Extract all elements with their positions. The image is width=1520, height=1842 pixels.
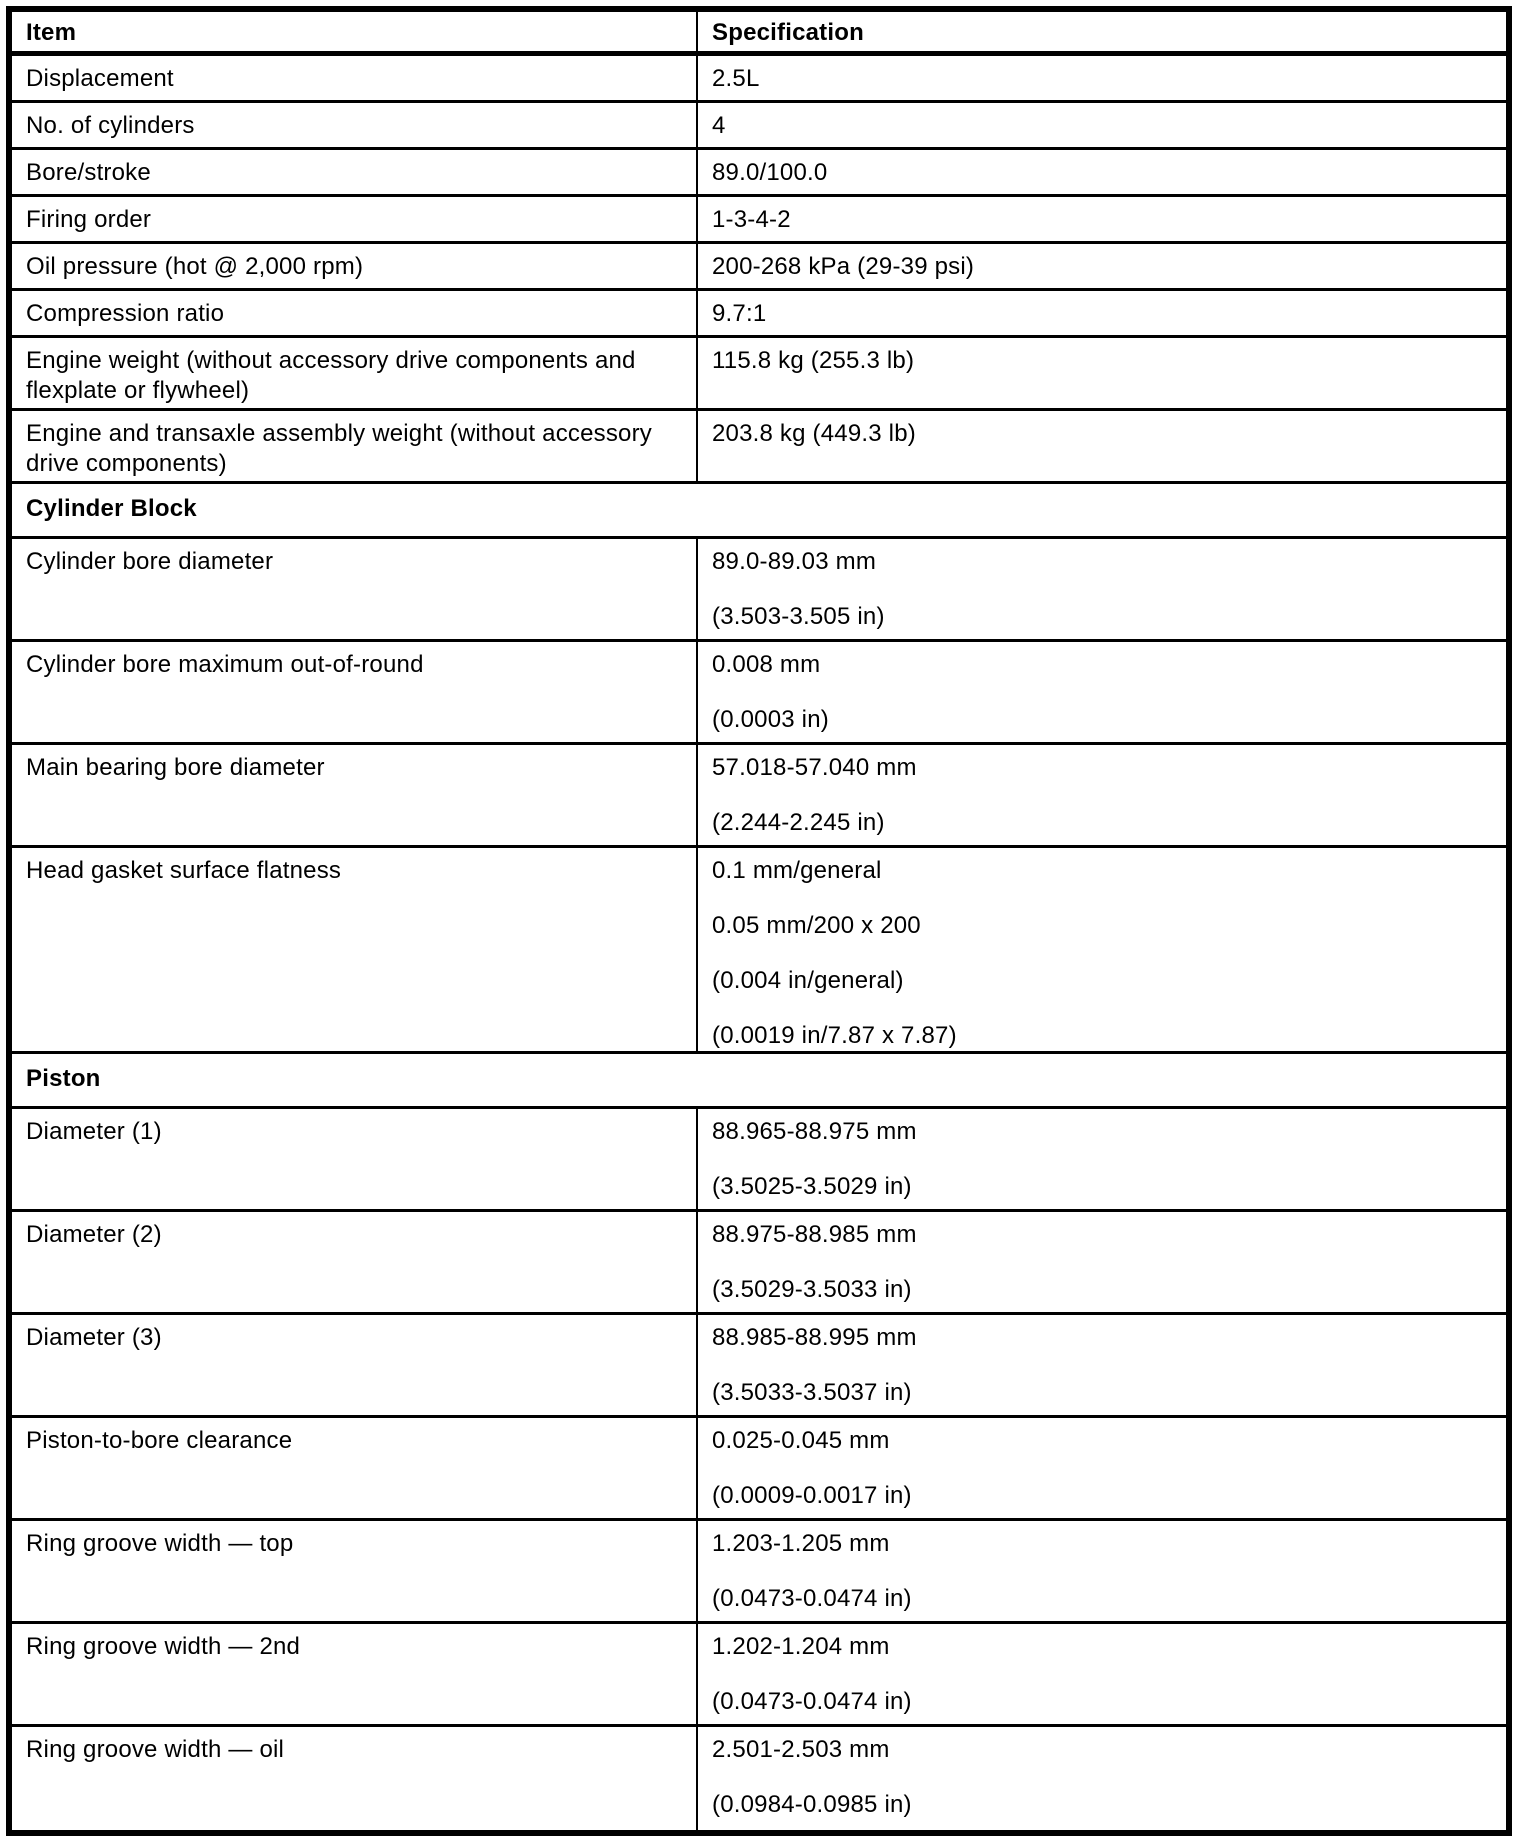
spec-text: 1-3-4-2	[712, 206, 791, 233]
item-text: No. of cylinders	[26, 112, 195, 139]
specification-column-header	[698, 12, 1506, 51]
table-row	[12, 1109, 1506, 1212]
spec-cell	[698, 642, 1506, 742]
spec-text: 1.203-1.205 mm	[712, 1530, 890, 1557]
item-cell	[12, 848, 698, 1051]
spec-text: (0.0003 in)	[712, 706, 829, 733]
item-text: Head gasket surface flatness	[26, 857, 342, 884]
table-row	[12, 1624, 1506, 1727]
spec-cell	[698, 1624, 1506, 1724]
spec-cell	[698, 197, 1506, 241]
spec-text: (3.5025-3.5029 in)	[712, 1173, 912, 1200]
item-cell	[12, 745, 698, 845]
table-row	[12, 150, 1506, 197]
item-column-header	[12, 12, 698, 51]
spec-cell	[698, 539, 1506, 639]
spec-text: 89.0-89.03 mm	[712, 548, 877, 575]
spec-cell	[698, 1727, 1506, 1830]
spec-text: 88.965-88.975 mm	[712, 1118, 917, 1145]
section-header-row	[12, 1054, 1506, 1109]
table-row	[12, 244, 1506, 291]
spec-text: (0.0009-0.0017 in)	[712, 1482, 912, 1509]
item-text: Ring groove width — oil	[26, 1736, 285, 1763]
spec-text: (3.5033-3.5037 in)	[712, 1379, 912, 1406]
item-text: Ring groove width — top	[26, 1530, 294, 1557]
spec-text: 2.501-2.503 mm	[712, 1736, 890, 1763]
item-cell	[12, 197, 698, 241]
spec-cell	[698, 150, 1506, 194]
spec-cell	[698, 1212, 1506, 1312]
spec-cell	[698, 244, 1506, 288]
specification-header-label: Specification	[712, 19, 864, 46]
item-cell	[12, 1212, 698, 1312]
spec-text: (0.0019 in/7.87 x 7.87)	[712, 1022, 957, 1049]
item-text: Engine weight (without accessory drive components and	[26, 347, 636, 374]
item-cell	[12, 539, 698, 639]
item-text: Main bearing bore diameter	[26, 754, 325, 781]
item-text: Firing order	[26, 206, 152, 233]
table-row	[12, 338, 1506, 411]
spec-text: 0.008 mm	[712, 651, 821, 678]
item-text: Diameter (2)	[26, 1221, 162, 1248]
spec-text: 200-268 kPa (29-39 psi)	[712, 253, 975, 280]
spec-text: 2.5L	[712, 65, 760, 92]
item-cell	[12, 338, 698, 408]
spec-cell	[698, 1418, 1506, 1518]
spec-text: 9.7:1	[712, 300, 767, 327]
spec-cell	[698, 338, 1506, 408]
item-text: Piston-to-bore clearance	[26, 1427, 293, 1454]
section-label: Cylinder Block	[26, 495, 197, 522]
table-row	[12, 642, 1506, 745]
item-cell	[12, 244, 698, 288]
item-text: drive components)	[26, 450, 227, 477]
spec-text: 203.8 kg (449.3 lb)	[712, 420, 916, 447]
spec-text: 0.1 mm/general	[712, 857, 882, 884]
item-text: Ring groove width — 2nd	[26, 1633, 301, 1660]
spec-text: 1.202-1.204 mm	[712, 1633, 890, 1660]
spec-cell	[698, 1315, 1506, 1415]
item-text: Displacement	[26, 65, 174, 92]
item-cell	[12, 103, 698, 147]
item-cell	[12, 1109, 698, 1209]
item-cell	[12, 411, 698, 481]
spec-text: 89.0/100.0	[712, 159, 828, 186]
table-row	[12, 1521, 1506, 1624]
table-row	[12, 1212, 1506, 1315]
spec-cell	[698, 848, 1506, 1051]
table-row	[12, 197, 1506, 244]
spec-cell	[698, 745, 1506, 845]
spec-text: 57.018-57.040 mm	[712, 754, 917, 781]
item-text: Bore/stroke	[26, 159, 151, 186]
spec-text: (0.0473-0.0474 in)	[712, 1585, 912, 1612]
table-row	[12, 1727, 1506, 1830]
spec-text: 88.975-88.985 mm	[712, 1221, 917, 1248]
section-header-row	[12, 484, 1506, 539]
table-row	[12, 411, 1506, 484]
spec-cell	[698, 1109, 1506, 1209]
spec-text: (2.244-2.245 in)	[712, 809, 885, 836]
table-row	[12, 1315, 1506, 1418]
item-text: Cylinder bore maximum out-of-round	[26, 651, 424, 678]
spec-text: 88.985-88.995 mm	[712, 1324, 917, 1351]
item-text: Engine and transaxle assembly weight (without accessory	[26, 420, 652, 447]
item-cell	[12, 1727, 698, 1830]
item-text: flexplate or flywheel)	[26, 377, 250, 404]
item-cell	[12, 1521, 698, 1621]
item-text: Cylinder bore diameter	[26, 548, 274, 575]
table-row	[12, 848, 1506, 1054]
spec-text: (3.5029-3.5033 in)	[712, 1276, 912, 1303]
spec-cell	[698, 291, 1506, 335]
spec-cell	[698, 1521, 1506, 1621]
table-row	[12, 103, 1506, 150]
spec-text: 0.05 mm/200 x 200	[712, 912, 921, 939]
spec-text: (0.004 in/general)	[712, 967, 904, 994]
spec-text: (0.0984-0.0985 in)	[712, 1791, 912, 1818]
section-label: Piston	[26, 1065, 101, 1092]
item-header-label: Item	[26, 19, 77, 46]
item-text: Diameter (3)	[26, 1324, 162, 1351]
spec-text: 0.025-0.045 mm	[712, 1427, 890, 1454]
table-row	[12, 1418, 1506, 1521]
item-cell	[12, 1315, 698, 1415]
table-row	[12, 291, 1506, 338]
spec-cell	[698, 103, 1506, 147]
table-row	[12, 745, 1506, 848]
item-cell	[12, 642, 698, 742]
item-cell	[12, 291, 698, 335]
spec-text: (3.503-3.505 in)	[712, 603, 885, 630]
item-text: Diameter (1)	[26, 1118, 162, 1145]
spec-cell	[698, 56, 1506, 100]
item-cell	[12, 56, 698, 100]
engine-specification-table	[6, 6, 1512, 1836]
item-text: Oil pressure (hot @ 2,000 rpm)	[26, 253, 364, 280]
spec-cell	[698, 411, 1506, 481]
spec-text: (0.0473-0.0474 in)	[712, 1688, 912, 1715]
item-cell	[12, 1624, 698, 1724]
table-row	[12, 539, 1506, 642]
item-cell	[12, 1418, 698, 1518]
table-header-row	[12, 12, 1506, 56]
spec-text: 4	[712, 112, 726, 139]
spec-text: 115.8 kg (255.3 lb)	[712, 347, 915, 374]
table-row	[12, 56, 1506, 103]
item-text: Compression ratio	[26, 300, 225, 327]
item-cell	[12, 150, 698, 194]
